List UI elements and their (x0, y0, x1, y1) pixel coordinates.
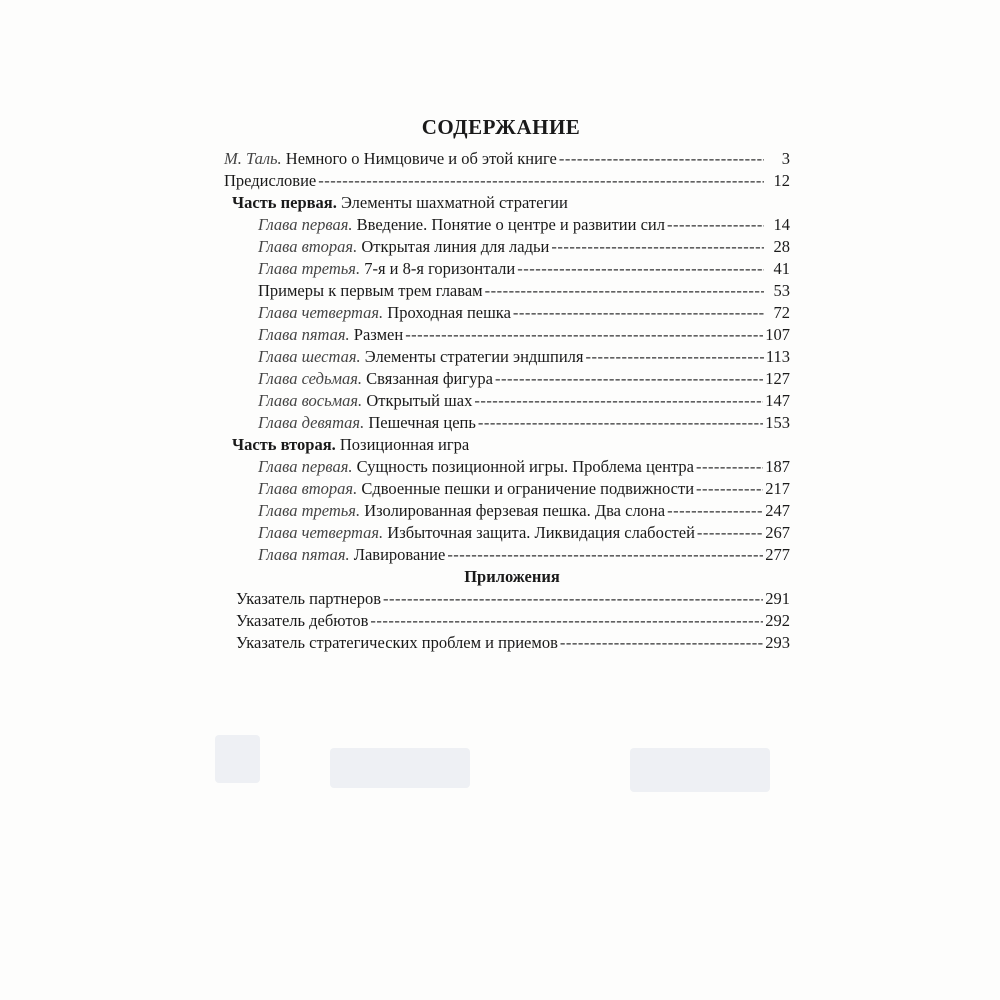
toc-entry (224, 456, 790, 478)
leader-dots (667, 214, 764, 236)
chapter-title: Элементы стратегии эндшпиля (364, 347, 584, 366)
chapter-title: Примеры к первым трем главам (258, 281, 483, 300)
leader-dots (478, 412, 763, 434)
toc-entry-page: 247 (765, 501, 790, 520)
part-title: Элементы шахматной стратегии (340, 193, 568, 212)
toc-entry-page: 107 (765, 325, 790, 344)
toc-entry-page: 12 (773, 171, 790, 190)
leader-dots (370, 610, 763, 632)
toc-entry-page: 3 (781, 149, 790, 168)
toc-entry (224, 412, 790, 434)
toc-entry-page: 14 (773, 215, 790, 234)
toc-entry (224, 280, 790, 302)
chapter-title: Пешечная цепь (368, 413, 476, 432)
toc-entry-page: 217 (765, 479, 790, 498)
index-title: Указатель стратегических проблем и приемов (236, 633, 558, 652)
toc-entry-page: 291 (765, 589, 790, 608)
toc-entry (224, 500, 790, 522)
toc-entry-page: 267 (765, 523, 790, 542)
leader-dots (513, 302, 764, 324)
chapter-label: Глава первая. (258, 215, 353, 234)
part-label: Часть первая. (232, 193, 337, 212)
chapter-label: Глава восьмая. (258, 391, 363, 410)
leader-dots (405, 324, 763, 346)
chapter-title: Введение. Понятие о центре и развитии сил (356, 215, 665, 234)
index-title: Указатель дебютов (236, 611, 369, 630)
toc-entry-page: 127 (765, 369, 790, 388)
chapter-title: Лавирование (353, 545, 446, 564)
toc-entry (224, 544, 790, 566)
toc-entry-page: 293 (765, 633, 790, 652)
toc-entry (224, 302, 790, 324)
leader-dots (485, 280, 764, 302)
leader-dots (318, 170, 764, 192)
leader-dots (474, 390, 763, 412)
toc-entry (224, 522, 790, 544)
toc-entry (224, 148, 790, 170)
leader-dots (447, 544, 763, 566)
toc-entry-page: 113 (765, 347, 790, 366)
toc-entry-author: М. Таль. (224, 149, 282, 168)
chapter-title: Проходная пешка (387, 303, 511, 322)
chapter-title: Размен (353, 325, 404, 344)
toc-entry (224, 258, 790, 280)
toc-entry (224, 478, 790, 500)
bleed-through-mark (630, 748, 770, 792)
leader-dots (517, 258, 764, 280)
toc-entry-page: 277 (765, 545, 790, 564)
chapter-label: Глава шестая. (258, 347, 361, 366)
chapter-title: 7-я и 8-я горизонтали (364, 259, 516, 278)
leader-dots (585, 346, 763, 368)
leader-dots (383, 588, 763, 610)
part-heading (224, 434, 790, 456)
chapter-label: Глава первая. (258, 457, 353, 476)
toc-entry (224, 610, 790, 632)
chapter-title: Сущность позиционной игры. Проблема центра (356, 457, 694, 476)
toc-entry-page: 147 (765, 391, 790, 410)
toc-entry-title: Немного о Нимцовиче и об этой книге (285, 149, 557, 168)
toc-entry (224, 390, 790, 412)
chapter-label: Глава пятая. (258, 545, 350, 564)
chapter-title: Открытая линия для ладьи (361, 237, 550, 256)
leader-dots (696, 456, 763, 478)
toc-entry (224, 214, 790, 236)
toc-entry-page: 153 (765, 413, 790, 432)
leader-dots (667, 500, 763, 522)
chapter-label: Глава вторая. (258, 237, 358, 256)
toc-entry (224, 236, 790, 258)
page-title: СОДЕРЖАНИЕ (421, 115, 581, 139)
toc-entry-title: Предисловие (224, 171, 317, 190)
toc-entry-page: 53 (773, 281, 790, 300)
leader-dots (559, 148, 764, 170)
chapter-label: Глава четвертая. (258, 303, 384, 322)
chapter-label: Глава третья. (258, 501, 361, 520)
toc-entry (224, 170, 790, 192)
leader-dots (696, 478, 763, 500)
chapter-label: Глава пятая. (258, 325, 350, 344)
toc-entry (224, 588, 790, 610)
appendix-heading: Приложения (464, 567, 560, 586)
chapter-title: Изолированная ферзевая пешка. Два слона (364, 501, 666, 520)
toc-entry-page: 292 (765, 611, 790, 630)
chapter-title: Связанная фигура (366, 369, 493, 388)
bleed-through-mark (215, 735, 260, 783)
chapter-label: Глава третья. (258, 259, 361, 278)
chapter-title: Избыточная защита. Ликвидация слабостей (387, 523, 695, 542)
toc-entry (224, 632, 790, 654)
leader-dots (560, 632, 763, 654)
chapter-label: Глава вторая. (258, 479, 358, 498)
part-heading (224, 192, 790, 214)
leader-dots (551, 236, 764, 258)
chapter-label: Глава четвертая. (258, 523, 384, 542)
chapter-title: Сдвоенные пешки и ограничение подвижности (361, 479, 695, 498)
toc-entry-page: 28 (773, 237, 790, 256)
toc-entry (224, 324, 790, 346)
chapter-label: Глава девятая. (258, 413, 365, 432)
toc-entry-page: 72 (773, 303, 790, 322)
leader-dots (495, 368, 763, 390)
chapter-label: Глава седьмая. (258, 369, 363, 388)
toc-entry (224, 346, 790, 368)
toc-entry-page: 187 (765, 457, 790, 476)
part-title: Позиционная игра (339, 435, 470, 454)
index-title: Указатель партнеров (236, 589, 381, 608)
bleed-through-mark (330, 748, 470, 788)
chapter-title: Открытый шах (366, 391, 473, 410)
part-label: Часть вторая. (232, 435, 336, 454)
toc-entry (224, 368, 790, 390)
leader-dots (697, 522, 763, 544)
table-of-contents (224, 112, 790, 654)
toc-entry-page: 41 (773, 259, 790, 278)
